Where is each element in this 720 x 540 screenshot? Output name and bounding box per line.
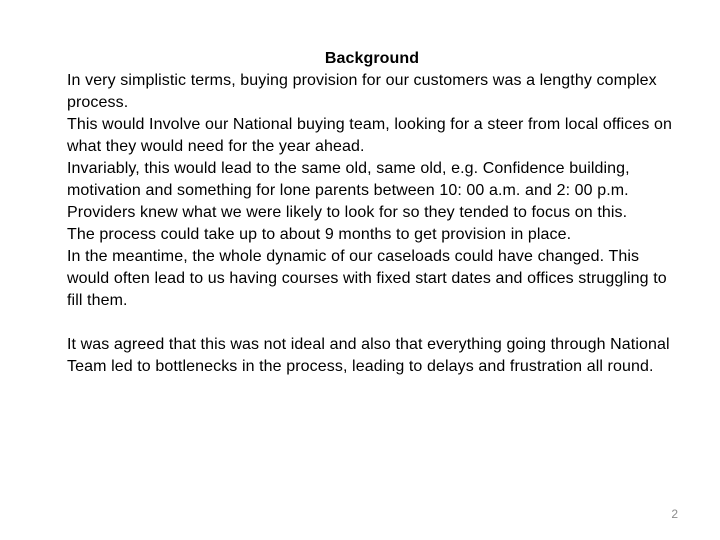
paragraph-caseloads: In the meantime, the whole dynamic of our caseloads could have changed. This would often lead to us having courses with fixed start dates and offices struggling to fill them. [67,248,667,309]
page-number: 2 [671,507,678,521]
paragraph-spacer [67,312,677,334]
paragraph-national-team: This would Involve our National buying team, looking for a steer from local offices on what they would need for the year ahead. [67,116,673,155]
paragraph-same-old: Invariably, this would lead to the same old, same old, e.g. Confidence building, motivation and something for lone parents between 10: 00 a.m. and 2: 00 p.m. Providers knew what we were likely to look for so they tended to focus on this. [67,160,630,221]
slide-body [67,48,677,378]
paragraph-conclusion: It was agreed that this was not ideal and also that everything going through National Team led to bottlenecks in the process, leading to delays and frustration all round. [67,336,670,375]
paragraph-intro: In very simplistic terms, buying provision for our customers was a lengthy complex process. [67,72,657,111]
slide-title: Background [324,50,420,67]
paragraph-nine-months: The process could take up to about 9 months to get provision in place. [67,226,572,243]
